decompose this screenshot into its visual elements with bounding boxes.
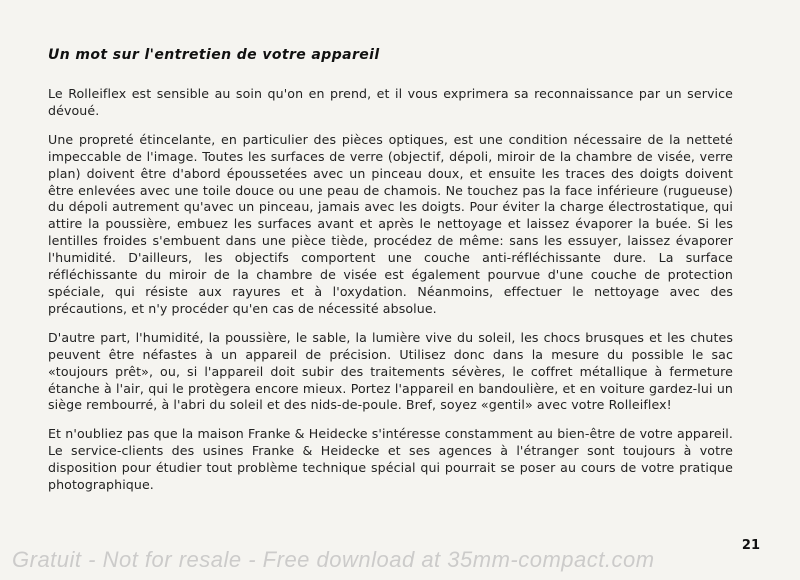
paragraph-service: Et n'oubliez pas que la maison Franke & Heidecke s'intéresse constamment au bien-être de votre appareil. Le service-clients des usines Franke & Heidecke et ses agences à l'étranger sont toujours à votre disposition pour étudier tout problème technique spécial qui pourrait se poser au cours de votre pratique photographique. xyxy=(48,426,733,493)
paragraph-protection: D'autre part, l'humidité, la poussière, le sable, la lumière vive du soleil, les chocs brusques et les chutes peuvent être néfastes à un appareil de précision. Utilisez donc dans la mesure du possible le sac «toujours prêt», ou, si l'appareil doit subir des traitements sévères, le coffret métallique à fermeture étanche à l'air, qui le protègera encore mieux. Portez l'appareil en bandoulière, et en voiture gardez-lui un siège rembourré, à l'abri du soleil et des nids-de-poule. Bref, soyez «gentil» avec votre Rolleiflex! xyxy=(48,329,733,413)
watermark-text: Gratuit - Not for resale - Free download at 35mm-compact.com xyxy=(12,547,655,572)
section-heading: Un mot sur l'entretien de votre appareil xyxy=(48,47,380,63)
body-text xyxy=(48,86,733,506)
paragraph-intro: Le Rolleiflex est sensible au soin qu'on en prend, et il vous exprimera sa reconnaissance par un service dévoué. xyxy=(48,86,733,118)
page-number: 21 xyxy=(741,538,760,553)
paragraph-cleaning: Une propreté étincelante, en particulier des pièces optiques, est une condition nécessaire de la netteté impeccable de l'image. Toutes les surfaces de verre (objectif, dépoli, miroir de la chambre de visée, verre plan) doivent être d'abord époussetées avec un pinceau doux, et ensuite les traces des doigts doivent être enlevées avec une toile douce ou une peau de chamois. Ne touchez pas la face inférieure (rugueuse) du dépoli autrement qu'avec un pinceau, jamais avec les doigts. Pour éviter la charge électrostatique, qui attire la poussière, embuez les surfaces avant et après le nettoyage et laissez évaporer la buée. Si les lentilles froides s'embuent dans une pièce tiède, procédez de même: sans les essuyer, laissez évaporer l'humidité. D'ailleurs, les objectifs comportent une couche anti-réfléchissante dure. La surface réfléchissante du miroir de la chambre de visée est également pourvue d'une couche de protection spéciale, qui résiste aux rayures et à l'oxydation. Néanmoins, effectuer le nettoyage avec des précautions, et n'y procéder qu'en cas de nécessité absolue. xyxy=(48,131,733,316)
